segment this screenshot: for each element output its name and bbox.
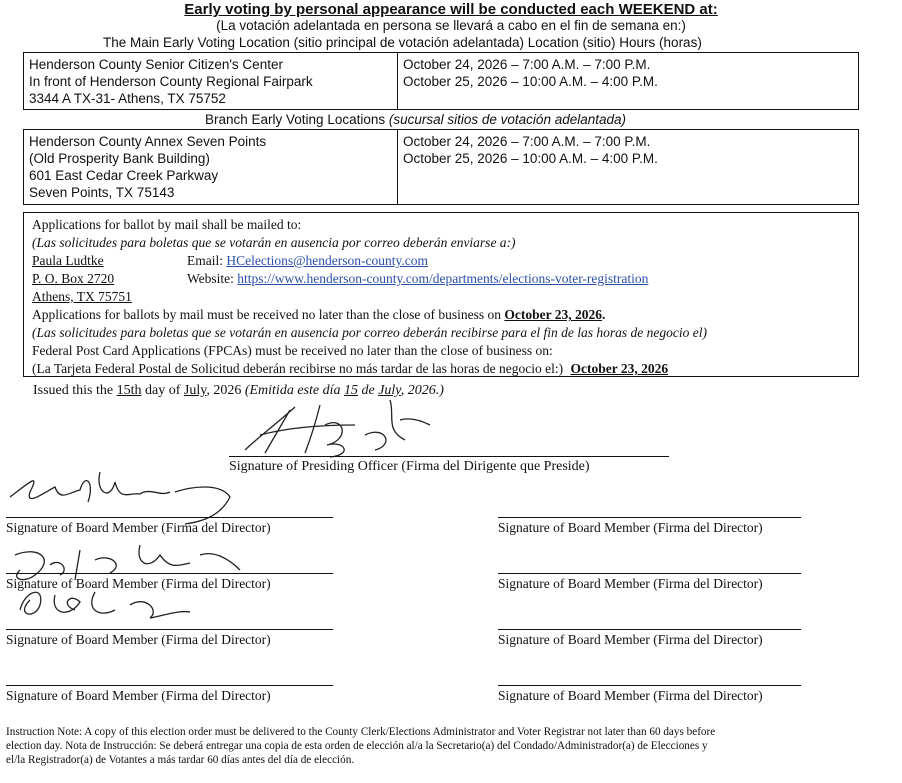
branch-heading <box>205 112 626 127</box>
board-member-label: Signature of Board Member (Firma del Director) <box>498 520 763 535</box>
deadline-text: Applications for ballots by mail must be received no later than the close of business on <box>32 307 502 322</box>
issued-day: 15th <box>116 383 142 398</box>
issued-year: , 2026 <box>206 383 242 398</box>
website-label: Website: <box>187 271 234 286</box>
note-line: election day. Nota de Instrucción: Se deberá entregar una copia de esta orden de elección al/a la Secretario(a) del Condado/Administrador(a) de Elecciones y <box>6 740 708 752</box>
branch-location-hours <box>403 133 658 167</box>
fpca-text: Federal Post Card Applications (FPCAs) must be received no later than the close of business on: <box>32 343 553 358</box>
mail-ballot-box: Applications for ballot by mail shall be mailed to: (Las solicitudes para boletas que se votarán en ausencia por correo deberán enviarse a:) Paula Ludtke P. O. Box 2720 Athens, TX 75751 Email: HCelections@henderson-county.com Website: https://www.henderson-county.com/departments/elections-voter-registration Applications for ballots by mail must be received no later than the close of business on October 23, 2026. (Las solicitudes para boletas que se votarán en ausencia por correo deberán recibirse para el fin de las horas de negocio el) Federal Post Card Applications (FPCAs) must be received no later than the close of business on: (La Tarjeta Federal Postal de Solicitud deberán recibirse no más tardar de las horas de negocio el:) October 23, 2026 <box>23 212 859 377</box>
hours-line: October 24, 2026 – 7:00 A.M. – 7:00 P.M. <box>403 134 651 149</box>
page-subtitle: (La votación adelantada en persona se llevará a cabo en el fin de semana en:) <box>216 18 686 33</box>
issued-mid: day of <box>145 383 181 398</box>
main-location-table <box>23 52 859 110</box>
page-title: Early voting by personal appearance will be conducted each WEEKEND at: <box>184 1 718 18</box>
branch-location-address <box>29 133 266 201</box>
board-member-label: Signature of Board Member (Firma del Director) <box>498 576 763 591</box>
board-member-label: Signature of Board Member (Firma del Director) <box>6 576 271 591</box>
issued-prefix: Issued this the <box>33 383 114 398</box>
branch-location-table <box>23 129 859 205</box>
fpca-date: October 23, 2026 <box>570 361 669 376</box>
main-location-heading: The Main Early Voting Location (sitio principal de votación adelantada) Location (sitio) Hours (horas) <box>103 35 702 50</box>
address-line: (Old Prosperity Bank Building) <box>29 151 210 166</box>
issued-es-year: , 2026.) <box>400 383 444 398</box>
deadline-es: (Las solicitudes para boletas que se votarán en ausencia por correo deberán recibirse para el fin de las horas de negocio el) <box>32 325 708 340</box>
issued-month: July <box>183 383 207 398</box>
mail-po-box: P. O. Box 2720 <box>32 271 115 286</box>
board-member-label: Signature of Board Member (Firma del Director) <box>6 688 271 703</box>
email-label: Email: <box>187 253 223 268</box>
address-line: 601 East Cedar Creek Parkway <box>29 168 219 183</box>
branch-heading-text: Branch Early Voting Locations <box>205 112 386 127</box>
mail-line1: Applications for ballot by mail shall be mailed to: <box>32 217 302 232</box>
presiding-officer-signature <box>235 395 445 465</box>
address-line: 3344 A TX-31- Athens, TX 75752 <box>29 91 226 106</box>
board-member-label: Signature of Board Member (Firma del Director) <box>6 520 271 535</box>
issued-es-mid: de <box>361 383 375 398</box>
board-member-label: Signature of Board Member (Firma del Director) <box>6 632 271 647</box>
branch-heading-es: (sucursal sitios de votación adelantada) <box>388 112 627 127</box>
website-link[interactable]: https://www.henderson-county.com/departments/elections-voter-registration <box>237 271 649 286</box>
note-line: el/la Registrador(a) de Votantes a más tardar 60 días antes del día de elección. <box>6 754 355 766</box>
main-location-address <box>29 56 313 107</box>
address-line: Henderson County Senior Citizen's Center <box>29 57 283 72</box>
address-line: Seven Points, TX 75143 <box>29 185 175 200</box>
note-line: Instruction Note: A copy of this election order must be delivered to the County Clerk/Elections Administrator and Voter Registrar not later than 60 days before <box>6 726 716 738</box>
instruction-note <box>6 725 715 767</box>
main-location-hours <box>403 56 658 90</box>
issued-es-month: July <box>378 383 401 398</box>
deadline-date: October 23, 2026 <box>504 307 603 322</box>
mail-city: Athens, TX 75751 <box>32 289 132 304</box>
mail-line1-es: (Las solicitudes para boletas que se votarán en ausencia por correo deberán enviarse a:) <box>32 235 516 250</box>
address-line: Henderson County Annex Seven Points <box>29 134 267 149</box>
hours-line: October 25, 2026 – 10:00 A.M. – 4:00 P.M. <box>403 74 658 89</box>
fpca-es: (La Tarjeta Federal Postal de Solicitud deberán recibirse no más tardar de las horas de negocio el:) <box>32 361 564 376</box>
issued-es-day: 15 <box>343 383 358 398</box>
email-link[interactable]: HCelections@henderson-county.com <box>226 253 429 268</box>
mail-name: Paula Ludtke <box>32 253 104 268</box>
hours-line: October 25, 2026 – 10:00 A.M. – 4:00 P.M. <box>403 151 658 166</box>
issued-es-prefix: (Emitida este día <box>244 383 341 398</box>
board-member-label: Signature of Board Member (Firma del Director) <box>498 688 763 703</box>
board-member-label: Signature of Board Member (Firma del Director) <box>498 632 763 647</box>
address-line: In front of Henderson County Regional Fairpark <box>29 74 313 89</box>
hours-line: October 24, 2026 – 7:00 A.M. – 7:00 P.M. <box>403 57 651 72</box>
presiding-officer-label: Signature of Presiding Officer (Firma del Dirigente que Preside) <box>229 459 590 474</box>
